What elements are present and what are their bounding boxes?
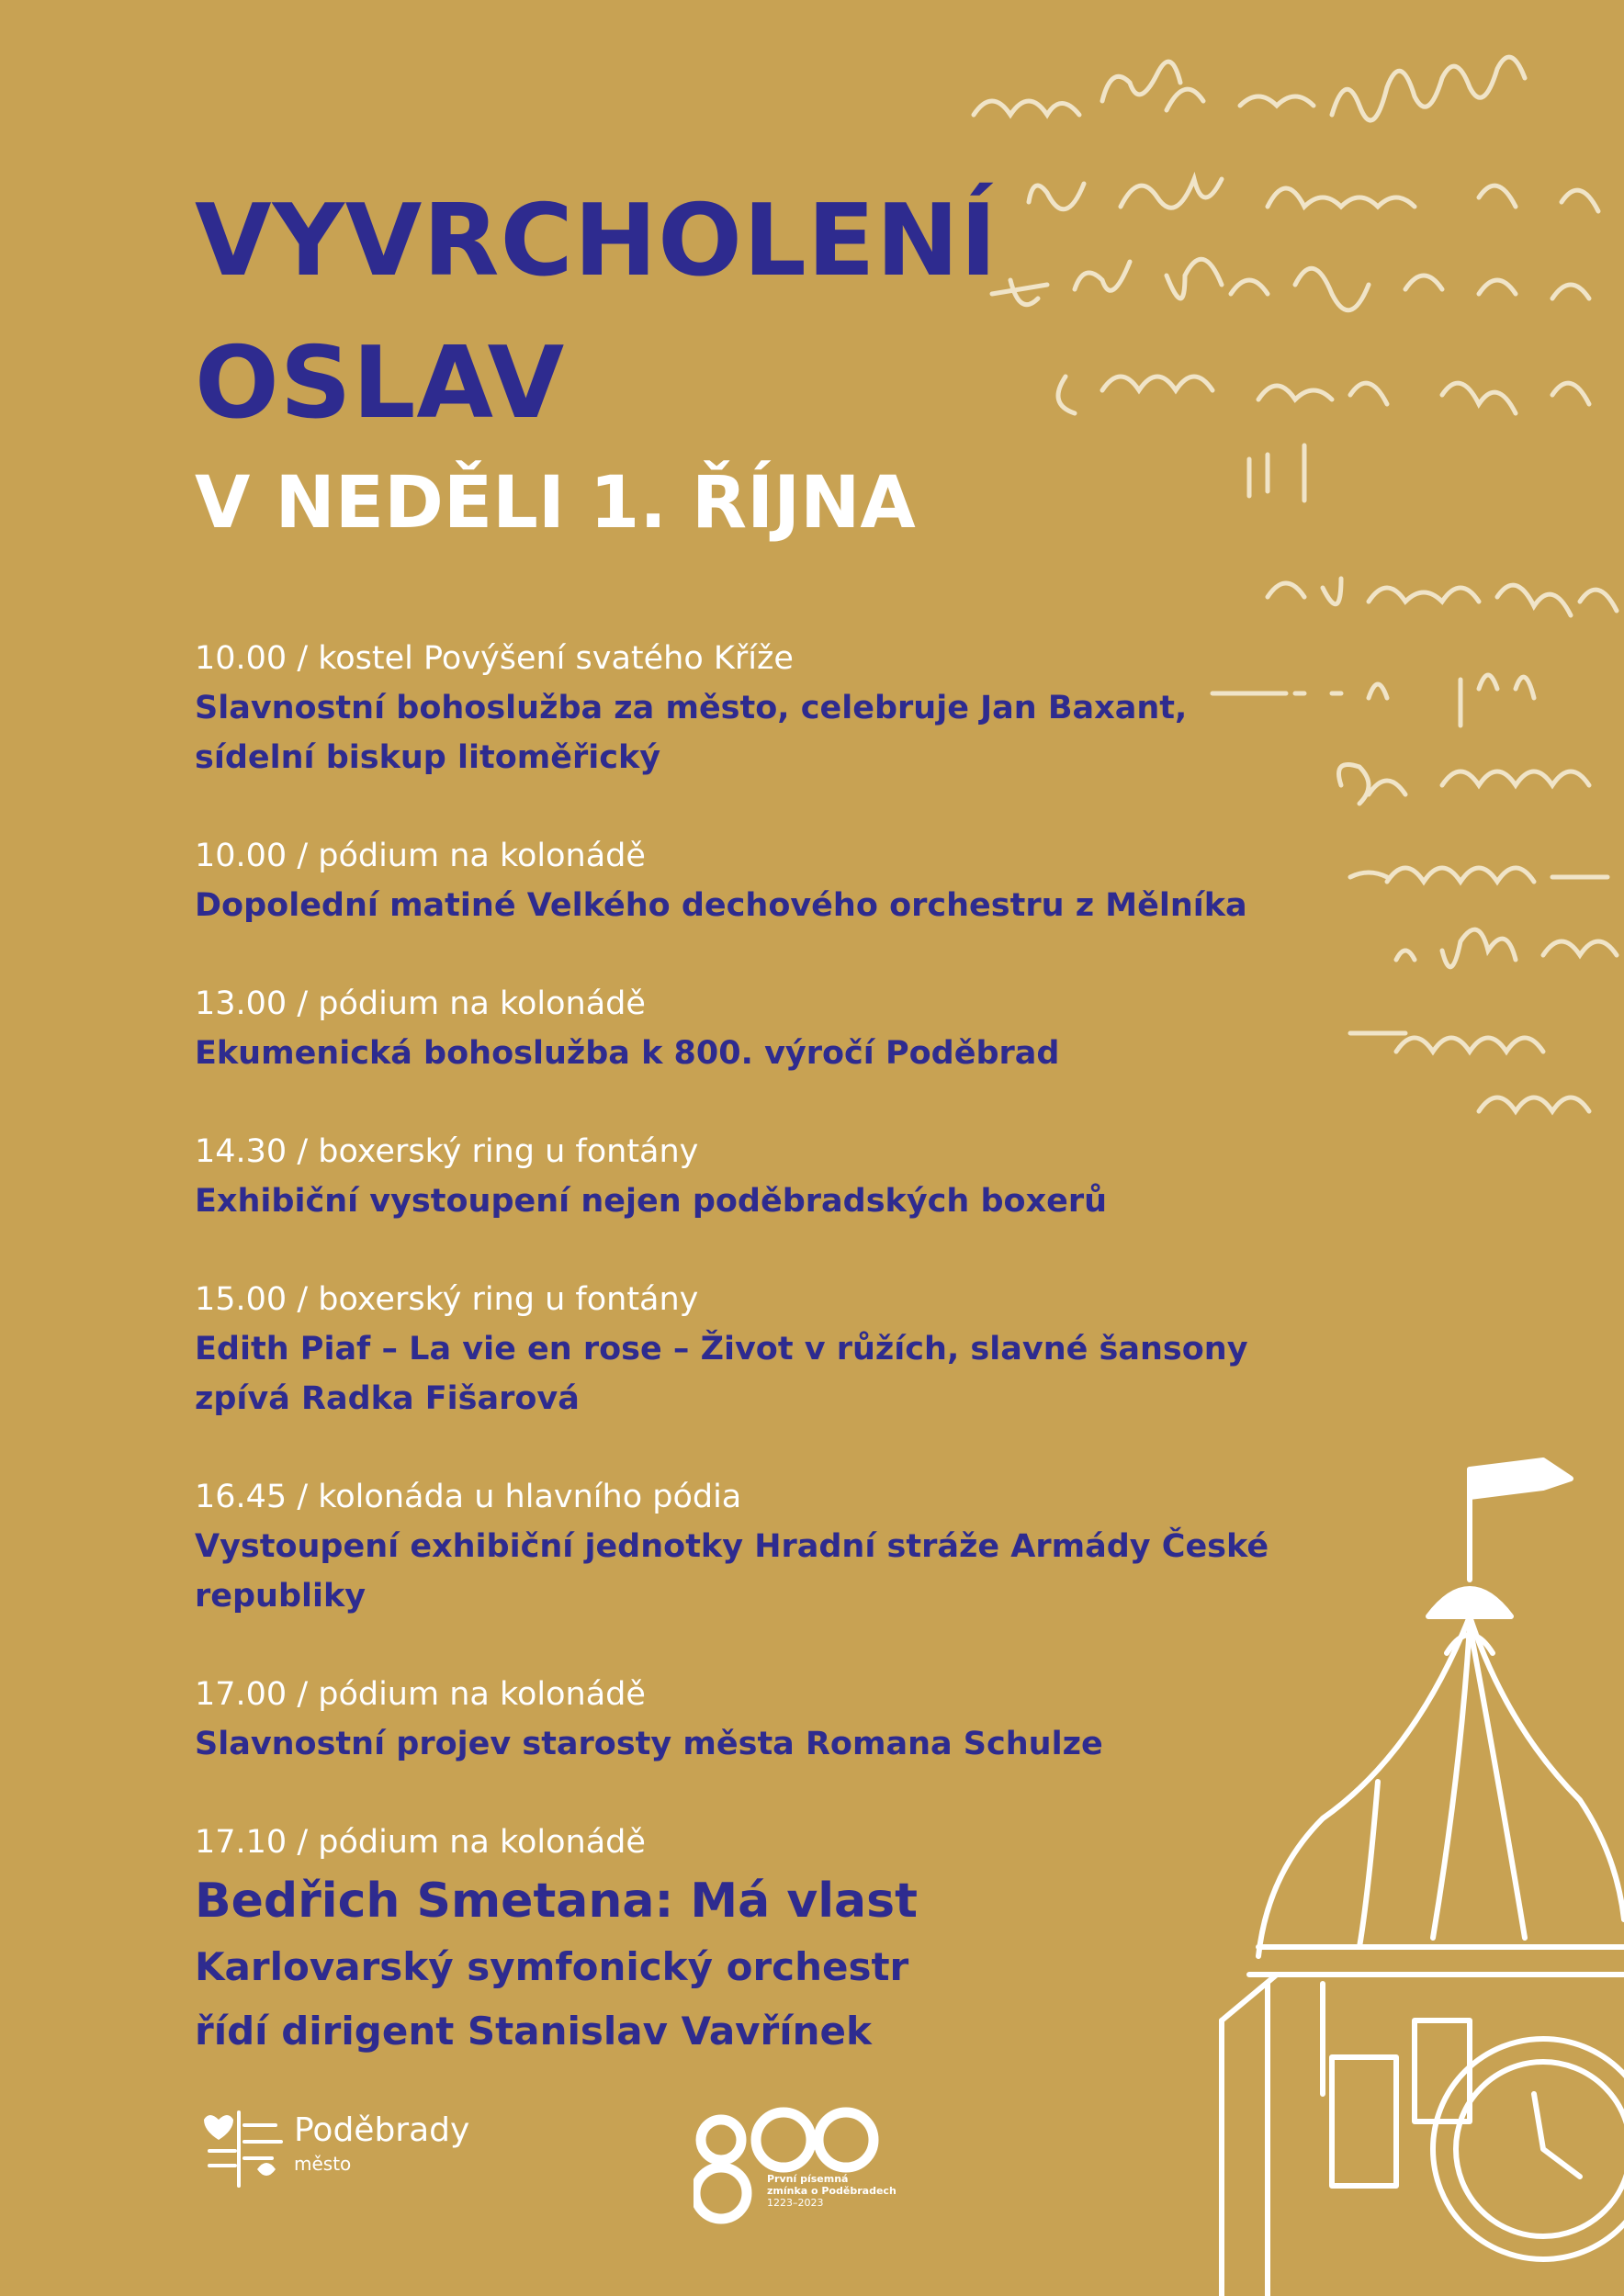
event-description-line: Slavnostní projev starosty města Romana Schulze [195, 1726, 1103, 1762]
page-title [195, 170, 998, 455]
final-event-line: Karlovarský symfonický orchestr [195, 1944, 909, 1989]
event-description [195, 1176, 1389, 1226]
anniversary-caption-line: zmínka o Poděbradech [767, 2185, 897, 2197]
city-emblem-icon [200, 2105, 288, 2188]
city-name: Poděbrady [294, 2111, 470, 2149]
anniversary-caption-line: První písemná [767, 2173, 849, 2185]
final-event-item [195, 1818, 1389, 2064]
city-subtitle: město [294, 2153, 352, 2175]
event-time-place: 17.10 / pódium na kolonádě [195, 1824, 646, 1861]
event-time-place: 14.30 / boxerský ring u fontány [195, 1133, 699, 1170]
event-description [195, 1029, 1389, 1078]
event-description [195, 1719, 1389, 1769]
event-description-line: Edith Piaf – La vie en rose – Život v růžích, slavné šansony [195, 1331, 1248, 1367]
event-description [195, 1324, 1389, 1424]
event-description-line: Exhibiční vystoupení nejen poděbradských boxerů [195, 1183, 1108, 1220]
event-time-place: 15.00 / boxerský ring u fontány [195, 1281, 699, 1318]
event-time-place: 10.00 / kostel Povýšení svatého Kříže [195, 640, 794, 677]
anniversary-caption-years: 1223–2023 [767, 2197, 824, 2209]
final-event-description [195, 1935, 1389, 2064]
event-item [195, 831, 1389, 930]
event-description-line: Dopolední matiné Velkého dechového orchestru z Mělníka [195, 887, 1247, 924]
anniversary-caption [767, 2173, 897, 2209]
event-description-line: zpívá Radka Fišarová [195, 1380, 580, 1417]
event-schedule [195, 634, 1389, 2112]
event-item [195, 1275, 1389, 1424]
event-item [195, 634, 1389, 782]
event-time-place: 13.00 / pódium na kolonádě [195, 985, 646, 1022]
page-subtitle: V NEDĚLI 1. ŘÍJNA [195, 462, 916, 545]
event-description [195, 1522, 1389, 1621]
event-item [195, 1472, 1389, 1621]
title-line-2: OSLAV [195, 326, 566, 441]
event-description [195, 881, 1389, 930]
event-description [195, 683, 1389, 782]
event-description-line: sídelní biskup litoměřický [195, 739, 661, 776]
event-time-place: 17.00 / pódium na kolonádě [195, 1676, 646, 1713]
final-event-headline: Bedřich Smetana: Má vlast [195, 1874, 918, 1929]
final-event-line: řídí dirigent Stanislav Vavřínek [195, 2009, 872, 2054]
event-time-place: 10.00 / pódium na kolonádě [195, 838, 646, 874]
event-description-line: Vystoupení exhibiční jednotky Hradní stráže Armády České republiky [195, 1528, 1269, 1615]
event-description-line: Ekumenická bohoslužba k 800. výročí Poděbrad [195, 1035, 1060, 1072]
event-time-place: 16.45 / kolonáda u hlavního pódia [195, 1479, 742, 1515]
event-description-line: Slavnostní bohoslužba za město, celebruje Jan Baxant, [195, 690, 1188, 726]
anniversary-logo [694, 2105, 932, 2234]
event-item [195, 1127, 1389, 1226]
event-item [195, 1670, 1389, 1769]
event-item [195, 979, 1389, 1078]
city-logo [200, 2105, 476, 2188]
title-line-1: VYVRCHOLENÍ [195, 184, 998, 298]
